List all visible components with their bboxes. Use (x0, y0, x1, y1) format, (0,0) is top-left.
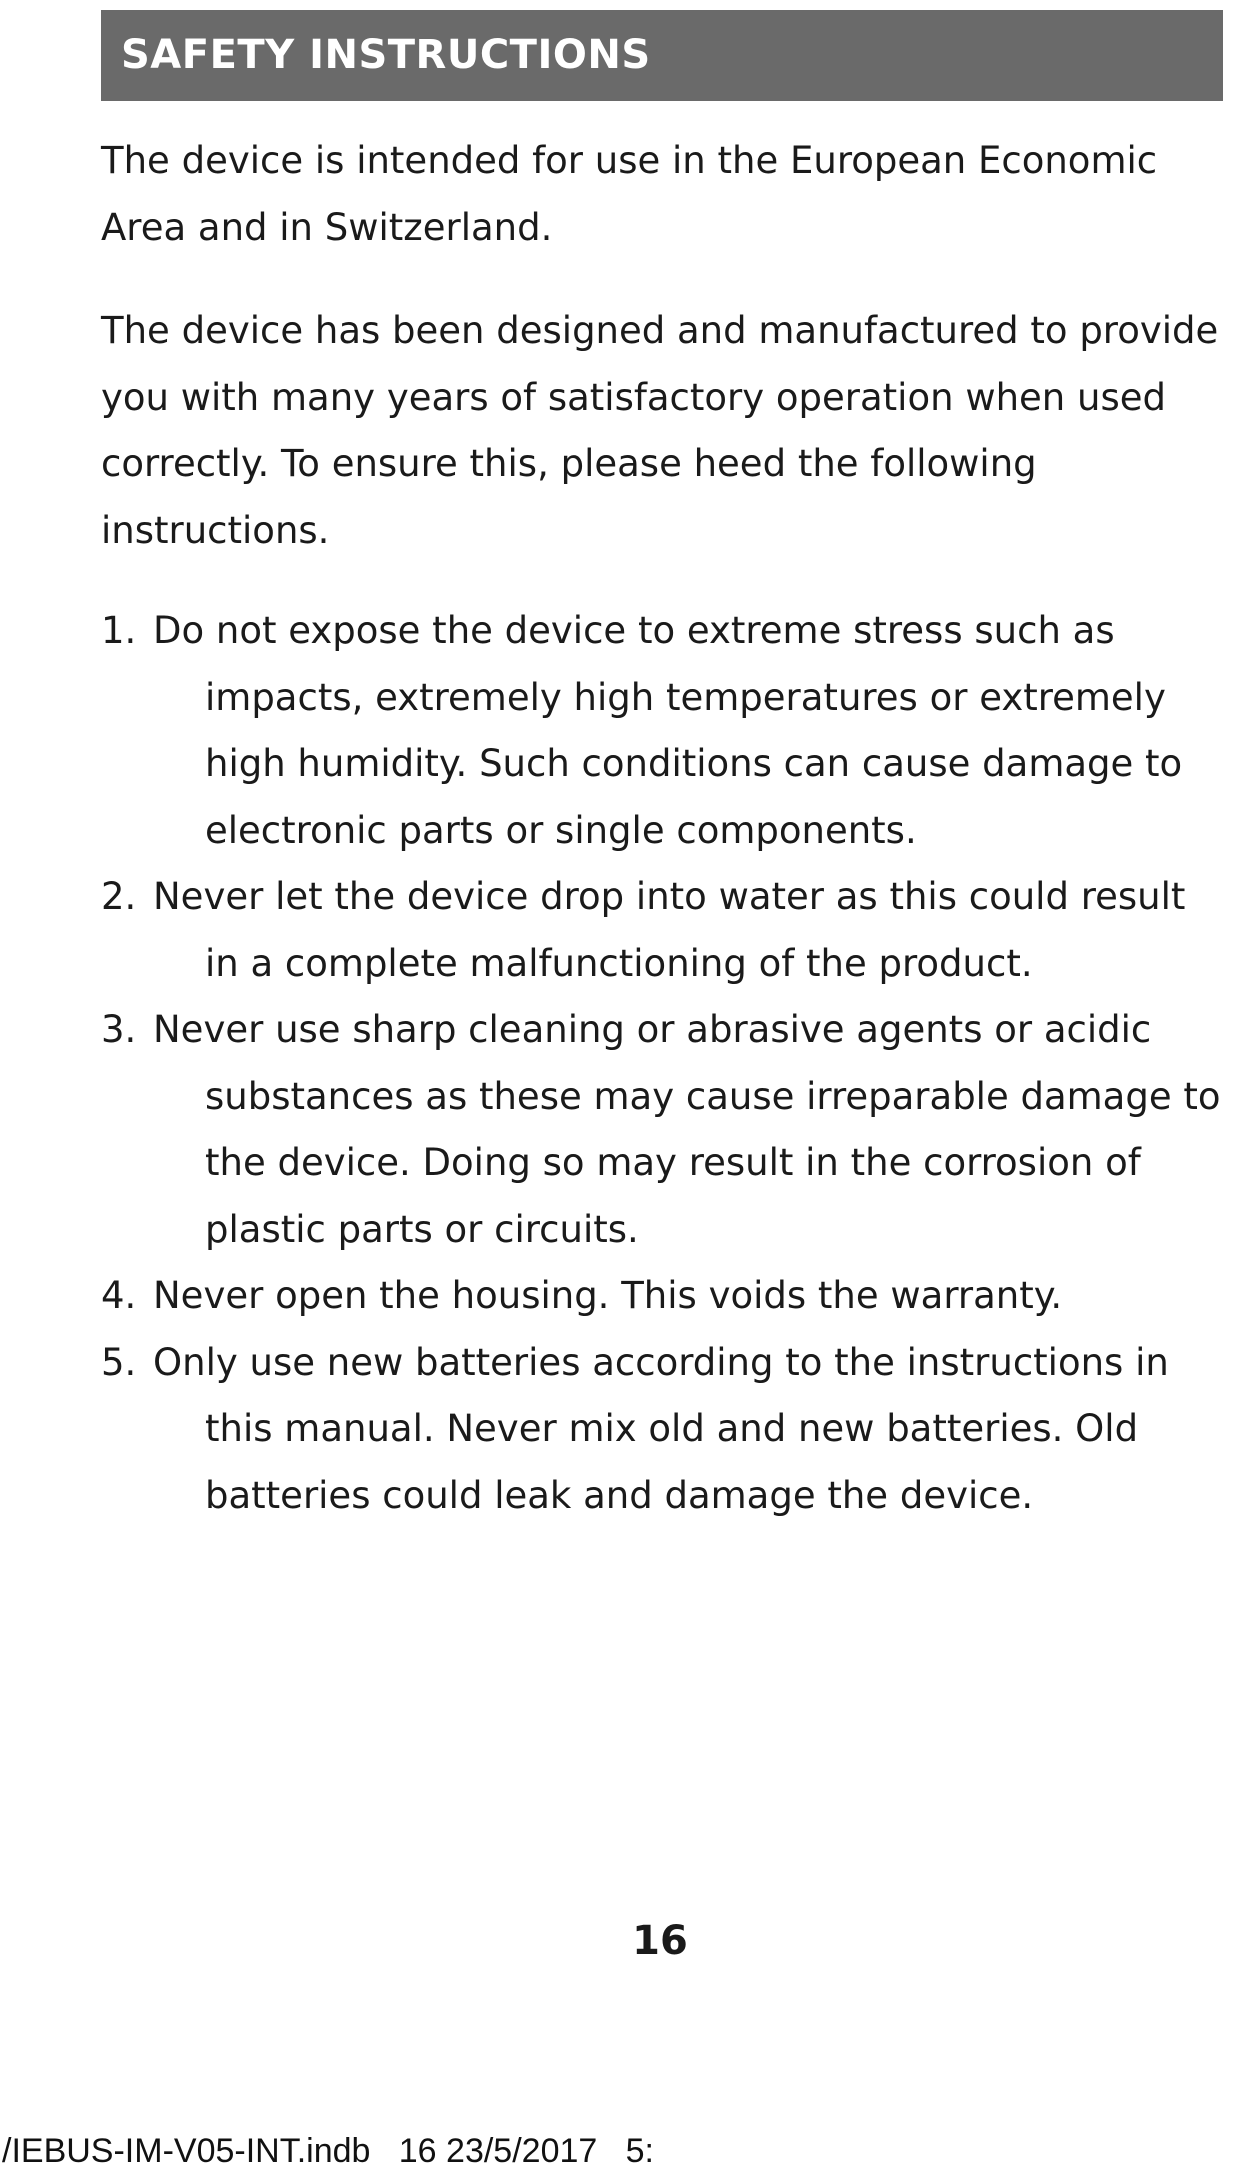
instruction-item-1 (101, 598, 1221, 864)
section-header-bar (101, 10, 1223, 101)
instruction-item-2 (101, 864, 1221, 997)
instruction-number: 3. (101, 1008, 137, 1051)
instructions-list (101, 598, 1221, 1529)
intro-paragraph-1: The device is intended for use in the European Economic Area and in Switzerland. (101, 139, 1158, 249)
instruction-text: Never use sharp cleaning or abrasive agents or acidic substances as these may cause irreparable damage to the device. Doing so may result in the corrosion of plastic parts or circuits. (153, 1008, 1221, 1251)
instruction-number: 4. (101, 1274, 137, 1317)
instruction-text: Never let the device drop into water as this could result in a complete malfunctioning of the product. (153, 875, 1186, 985)
instruction-number: 2. (101, 875, 137, 918)
instruction-number: 1. (101, 609, 137, 652)
instruction-item-3 (101, 997, 1221, 1263)
page-number: 16 (632, 1918, 688, 1964)
instruction-item-4 (101, 1263, 1221, 1330)
instruction-text: Never open the housing. This voids the warranty. (153, 1274, 1063, 1317)
instruction-number: 5. (101, 1340, 137, 1384)
intro-paragraph-2: The device has been designed and manufactured to provide you with many years of satisfactory operation when used correctly. To ensure this, please heed the following instructions. (101, 309, 1219, 552)
section-title: SAFETY INSTRUCTIONS (121, 32, 651, 78)
instruction-text: Only use new batteries according to the instructions in this manual. Never mix old and new batteries. Old batteries could leak and damage the device. (153, 1340, 1169, 1517)
instruction-text: Do not expose the device to extreme stress such as impacts, extremely high temperatures or extremely high humidity. Such conditions can cause damage to electronic parts or single components. (153, 609, 1183, 852)
print-slug: /IEBUS-IM-V05-INT.indb 16 23/5/2017 5: (2, 2132, 654, 2170)
instruction-item-5 (101, 1330, 1221, 1530)
